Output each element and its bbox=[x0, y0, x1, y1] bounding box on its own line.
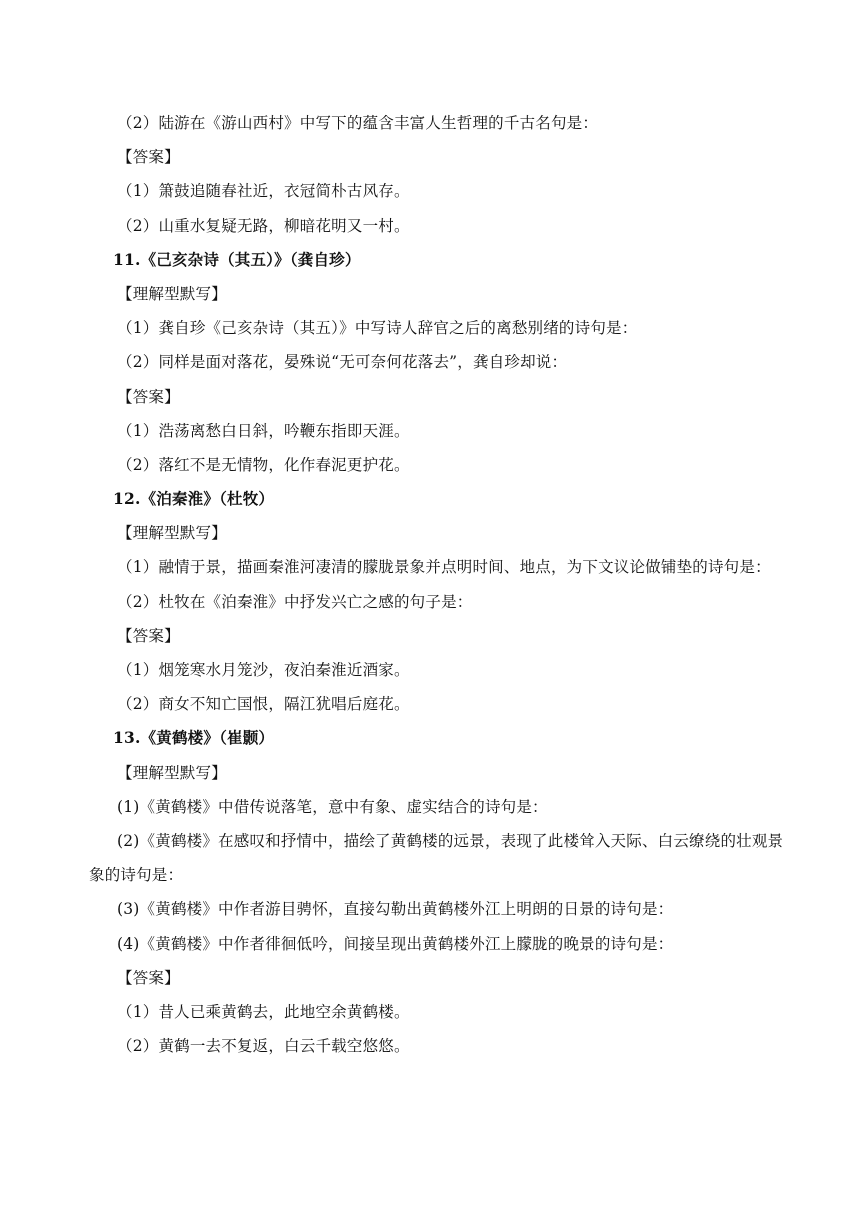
question-line: (1)《黄鹤楼》中借传说落笔，意中有象、虚实结合的诗句是： bbox=[117, 797, 548, 816]
answer-label: 【答案】 bbox=[117, 387, 180, 406]
question-line: （1）龚自珍《己亥杂诗（其五）》中写诗人辞官之后的离愁别绪的诗句是： bbox=[117, 319, 638, 338]
answer-label: 【答案】 bbox=[117, 148, 180, 167]
answer-line: （2）落红不是无情物，化作春泥更护花。 bbox=[117, 455, 410, 474]
answer-line: （1）昔人已乘黄鹤去，此地空余黄鹤楼。 bbox=[117, 1002, 410, 1021]
section-heading: 11.《己亥杂诗（其五）》（龚自珍） bbox=[113, 249, 361, 269]
section-heading: 12.《泊秦淮》（杜牧） bbox=[113, 489, 275, 509]
answer-line: （2）山重水复疑无路，柳暗花明又一村。 bbox=[117, 216, 410, 235]
question-line: (3)《黄鹤楼》中作者游目骋怀，直接勾勒出黄鹤楼外江上明朗的日景的诗句是： bbox=[117, 900, 674, 919]
section-label: 【理解型默写】 bbox=[117, 763, 227, 782]
answer-line: （2）商女不知亡国恨，隔江犹唱后庭花。 bbox=[117, 695, 410, 714]
answer-line: （1）箫鼓追随春社近，衣冠简朴古风存。 bbox=[117, 182, 410, 201]
question-line: （2）同样是面对落花，晏殊说“无可奈何花落去”，龚自珍却说： bbox=[117, 353, 568, 372]
question-line: （2）陆游在《游山西村》中写下的蕴含丰富人生哲理的千古名句是： bbox=[117, 114, 599, 132]
answer-label: 【答案】 bbox=[117, 626, 180, 645]
answer-line: （2）黄鹤一去不复返，白云千载空悠悠。 bbox=[117, 1037, 410, 1056]
section-label: 【理解型默写】 bbox=[117, 524, 227, 543]
question-paragraph: (2)《黄鹤楼》在感叹和抒情中，描绘了黄鹤楼的远景，表现了此楼耸入天际、白云缭绕的壮观景象的诗句是： bbox=[89, 831, 784, 885]
question-line: （2）杜牧在《泊秦淮》中抒发兴亡之感的句子是： bbox=[117, 592, 473, 611]
question-line: (4)《黄鹤楼》中作者徘徊低吟，间接呈现出黄鹤楼外江上朦胧的晚景的诗句是： bbox=[117, 934, 674, 953]
section-heading: 13.《黄鹤楼》（崔颢） bbox=[113, 728, 275, 748]
answer-line: （1）浩荡离愁白日斜，吟鞭东指即天涯。 bbox=[117, 421, 410, 440]
section-label: 【理解型默写】 bbox=[117, 284, 227, 303]
answer-line: （1）烟笼寒水月笼沙，夜泊秦淮近酒家。 bbox=[117, 661, 410, 680]
answer-label: 【答案】 bbox=[117, 968, 180, 987]
question-paragraph: （1）融情于景，描画秦淮河凄清的朦胧景象并点明时间、地点，为下文议论做铺垫的诗句是： bbox=[117, 558, 771, 577]
document-body bbox=[89, 106, 793, 1063]
